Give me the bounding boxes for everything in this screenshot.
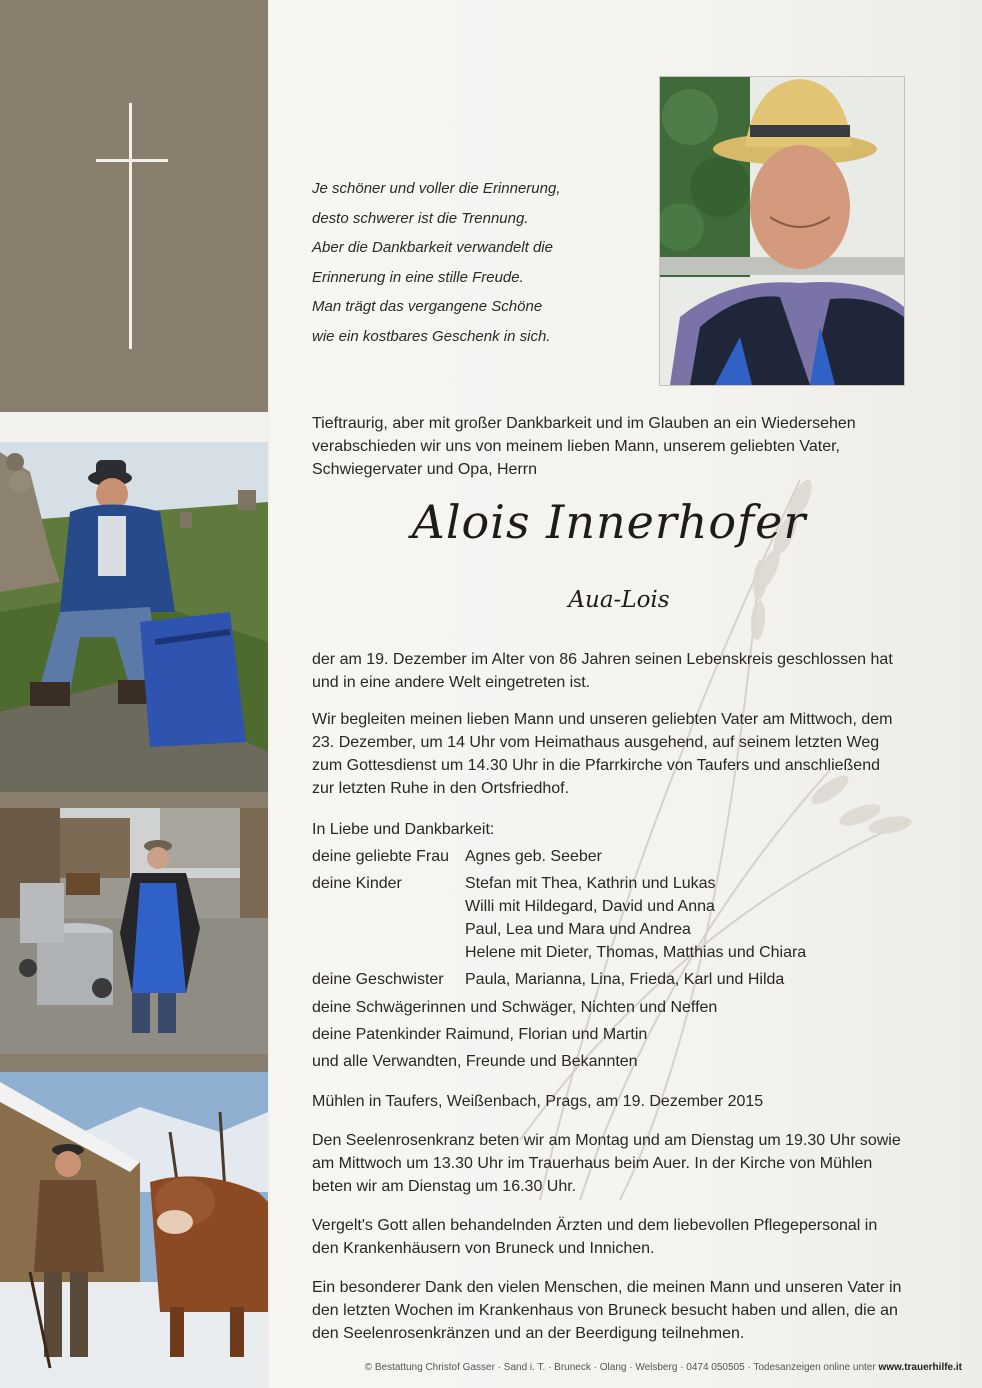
wheat-watermark-icon — [500, 440, 920, 1200]
sidebar — [0, 0, 268, 1388]
intro-line: verabschieden wir uns von meinem lieben Mann, unserem geliebten Vater, — [312, 438, 840, 455]
children-line: Stefan mit Thea, Kathrin und Lukas — [465, 875, 716, 892]
thanks-all: Ein besonderer Dank den vielen Menschen, die meinen Mann und unseren Vater in den letzten Wochen im Krankenhaus von Bruneck besucht haben und allen, die an den Seelenrosenkränzen und an der Beerdigung teilnehmen. — [312, 1279, 902, 1342]
photo-divider — [0, 792, 268, 808]
poem-line: Je schöner und voller die Erinnerung, — [312, 180, 561, 197]
poem-line: Aber die Dankbarkeit verwandelt die — [312, 239, 553, 257]
portrait-photo — [659, 76, 905, 386]
poem-line: Erinnerung in eine stille Freude. — [312, 268, 524, 286]
poem-line: Man trägt das vergangene Schöne — [312, 298, 543, 316]
siblings-names: Paula, Marianna, Lina, Frieda, Karl und Hilda — [465, 971, 785, 988]
poem — [312, 174, 632, 352]
relatives-line: und alle Verwandten, Freunde und Bekannten — [312, 1053, 638, 1070]
rosary-info: Den Seelenrosenkranz beten wir am Montag und am Dienstag um 19.30 Uhr sowie am Mittwoch um 13.30 Uhr im Trauerhaus beim Auer. In der Kirche von Mühlen beten wir am Dienstag um 16.30 Uhr. — [312, 1132, 901, 1195]
cross-icon — [129, 103, 132, 349]
poem-line: desto schwerer ist die Trennung. — [312, 209, 529, 227]
children-line: Helene mit Dieter, Thomas, Matthias und Chiara — [465, 944, 807, 961]
intro-line: Schwiegervater und Opa, Herrn — [312, 461, 537, 478]
intro-line: Tieftraurig, aber mit großer Dankbarkeit und im Glauben an ein Wiedersehen — [312, 415, 856, 432]
place-date: Mühlen in Taufers, Weißenbach, Prags, am 19. Dezember 2015 — [312, 1093, 764, 1110]
wife-name: Agnes geb. Seeber — [465, 848, 602, 865]
photo-cow-winter — [0, 1072, 268, 1388]
in-laws-line: deine Schwägerinnen und Schwäger, Nichten und Neffen — [312, 999, 718, 1016]
wife-label: deine geliebte Frau — [312, 848, 449, 865]
children-line: Willi mit Hildegard, David und Anna — [465, 898, 715, 915]
intro-text — [312, 412, 902, 481]
photo-milk-cart — [0, 808, 268, 1054]
deceased-nickname: Aua-Lois — [568, 587, 670, 613]
footer — [312, 1362, 962, 1373]
death-notice: der am 19. Dezember im Alter von 86 Jahren seinen Lebenskreis geschlossen hat und in eine andere Welt eingetreten ist. — [312, 651, 893, 691]
cross-panel — [0, 0, 268, 412]
poem-line: wie ein kostbares Geschenk in sich. — [312, 327, 551, 345]
deceased-name: Alois Innerhofer — [411, 495, 807, 549]
funeral-info: Wir begleiten meinen lieben Mann und unseren geliebten Vater am Mittwoch, dem 23. Dezember, um 14 Uhr vom Heimathaus ausgehend, auf seinem letzten Weg zum Gottesdienst um 14.30 Uhr in die Pfarrkirche von Taufers und anschließend zur letzten Ruhe in den Ortsfriedhof. — [312, 711, 893, 797]
cross-icon-bar — [96, 159, 168, 162]
siblings-label: deine Geschwister — [312, 971, 444, 988]
photo-hiker — [0, 442, 268, 792]
thanks-care: Vergelt's Gott allen behandelnden Ärzten und dem liebevollen Pflegepersonal in den Krankenhäusern von Bruneck und Innichen. — [312, 1217, 878, 1257]
mourners-heading: In Liebe und Dankbarkeit: — [312, 821, 495, 838]
children-line: Paul, Lea und Mara und Andrea — [465, 921, 691, 938]
godchildren-line: deine Patenkinder Raimund, Florian und Martin — [312, 1026, 648, 1043]
footer-text: © Bestattung Christof Gasser · Sand i. T. · Bruneck · Olang · Welsberg · 0474 050505 · Todesanzeigen online unter — [364, 1362, 876, 1373]
children-label: deine Kinder — [312, 875, 402, 892]
footer-url[interactable]: www.trauerhilfe.it — [878, 1362, 962, 1373]
photo-divider — [0, 1054, 268, 1072]
